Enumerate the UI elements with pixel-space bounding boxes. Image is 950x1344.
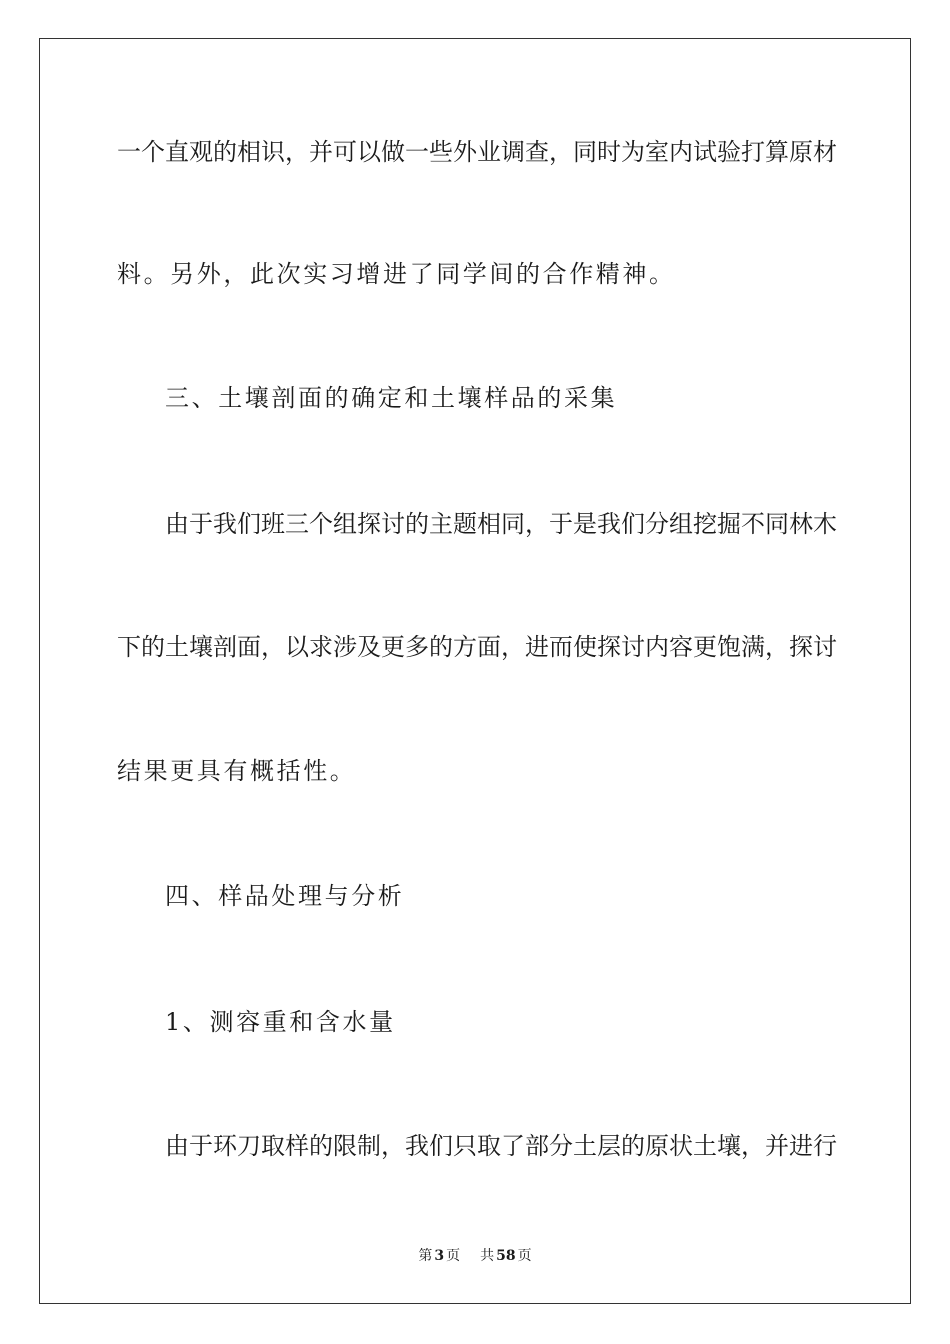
subsection-heading: 1、测容重和含水量 — [165, 1008, 396, 1036]
section-heading: 四、样品处理与分析 — [165, 882, 405, 910]
footer-total-pages: 58 — [496, 1248, 516, 1264]
page-border — [39, 38, 911, 1304]
footer-page-number: 3 — [434, 1248, 445, 1264]
section-heading: 三、土壤剖面的确定和土壤样品的采集 — [165, 384, 618, 412]
footer-total-prefix: 共 — [480, 1248, 495, 1264]
footer-total-suffix: 页 — [517, 1248, 532, 1264]
footer-page-prefix: 第 — [418, 1248, 433, 1264]
body-text-line: 一个直观的相识，并可以做一些外业调查，同时为室内试验打算原材 — [117, 138, 837, 166]
body-text-line: 下的土壤剖面，以求涉及更多的方面，进而使探讨内容更饱满，探讨 — [117, 633, 837, 661]
body-text-line: 结果更具有概括性。 — [117, 757, 357, 785]
footer-page-suffix: 页 — [446, 1248, 461, 1264]
body-text-line: 由于我们班三个组探讨的主题相同，于是我们分组挖掘不同林木 — [165, 510, 837, 538]
page-footer — [0, 1247, 950, 1265]
body-text-line: 料。另外，此次实习增进了同学间的合作精神。 — [117, 260, 676, 288]
body-text-line: 由于环刀取样的限制，我们只取了部分土层的原状土壤，并进行 — [165, 1132, 837, 1160]
